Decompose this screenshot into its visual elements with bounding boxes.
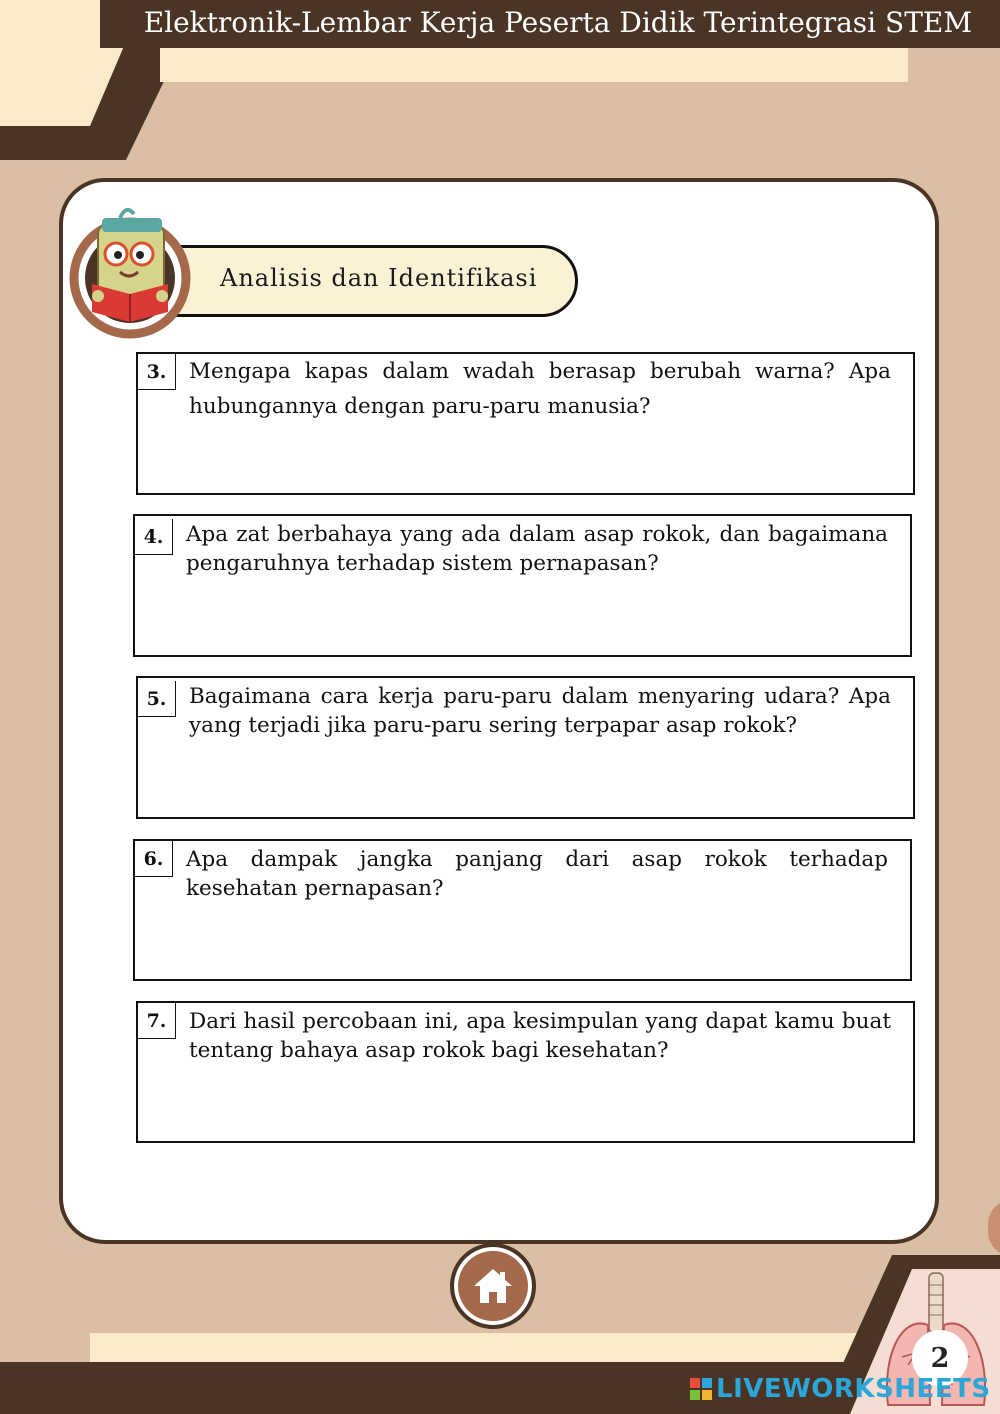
question-text: Apa zat berbahaya yang ada dalam asap rokok, dan bagaimana pengaruhnya terhadap sistem pernapasan? [186,522,888,576]
page-header-title: Elektronik-Lembar Kerja Peserta Didik Terintegrasi STEM [143,6,972,39]
book-mascot-icon [68,200,192,340]
question-box-6[interactable] [133,839,912,981]
home-button[interactable] [450,1243,536,1329]
question-number: 7. [138,1003,176,1039]
question-box-4[interactable] [133,514,912,657]
watermark-text: LIVEWORKSHEETS [716,1374,991,1404]
home-icon [472,1266,514,1306]
section-title: Analisis dan Identifikasi [220,264,538,292]
question-text: Bagaimana cara kerja paru-paru dalam menyaring udara? Apa yang terjadi jika paru-paru sering terpapar asap rokok? [189,684,891,738]
question-box-5[interactable] [136,676,915,819]
liveworksheets-watermark [690,1374,991,1404]
question-number: 4. [135,519,173,555]
question-box-3[interactable] [136,352,915,495]
question-text: Apa dampak jangka panjang dari asap rokok terhadap kesehatan pernapasan? [186,847,888,901]
side-decoration [988,1200,1000,1256]
footer-cream-strip [90,1333,920,1363]
question-box-7[interactable] [136,1001,915,1143]
page-number: 2 [930,1342,950,1374]
question-number: 6. [135,841,173,877]
question-number: 3. [138,354,176,390]
question-number: 5. [138,681,176,717]
question-text: Mengapa kapas dalam wadah berasap berubah warna? Apa hubungannya dengan paru-paru manusia? [189,359,891,419]
liveworksheets-logo-icon [690,1378,712,1400]
question-text: Dari hasil percobaan ini, apa kesimpulan yang dapat kamu buat tentang bahaya asap rokok bagi kesehatan? [189,1009,891,1063]
header-cream-strip [160,48,908,82]
